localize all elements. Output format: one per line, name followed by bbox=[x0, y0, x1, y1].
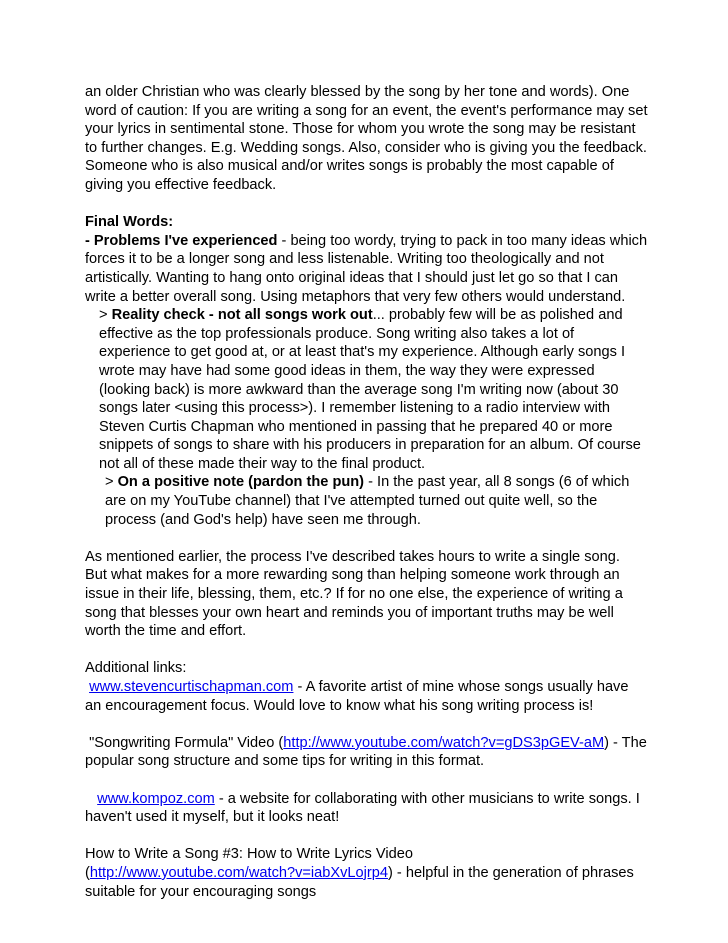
link-stevencurtischapman[interactable]: www.stevencurtischapman.com bbox=[89, 679, 294, 695]
problems-label: - Problems I've experienced bbox=[85, 232, 278, 249]
link-item-lyrics-video bbox=[85, 864, 648, 901]
songwriting-formula-description: ) - The popular song structure and some tips for writing in this format. bbox=[85, 734, 647, 770]
positive-label: On a positive note (pardon the pun) bbox=[117, 474, 365, 491]
positive-text: - In the past year, all 8 songs (6 of which are on my YouTube channel) that I've attempted turned out quite well, so the process (and God's help) have seen me through. bbox=[105, 474, 630, 528]
reality-prefix: > bbox=[99, 307, 112, 324]
spacer bbox=[85, 715, 648, 734]
link-youtube-lyrics-video[interactable]: http://www.youtube.com/watch?v=iabXvLojrp4 bbox=[89, 864, 388, 881]
link-item-chapman bbox=[85, 678, 648, 715]
spacer bbox=[85, 529, 648, 548]
positive-prefix: > bbox=[105, 474, 118, 491]
link-kompoz[interactable]: www.kompoz.com bbox=[97, 790, 215, 807]
link-item-songwriting-formula bbox=[85, 734, 648, 771]
kompoz-description: - a website for collaborating with other musicians to write songs. I haven't used it myself, but it looks neat! bbox=[85, 790, 640, 826]
paragraph-positive-note bbox=[85, 473, 648, 529]
final-words-heading: Final Words: bbox=[85, 214, 174, 231]
paragraph-feedback: an older Christian who was clearly blessed by the song by her tone and words). One word of caution: If you are writing a song for an event, the event's performance may set your lyrics in sentimental stone. Those for whom you wrote the song may be resistant to further changes. E.g. Wedding songs. Also, consider who is giving you the feedback. Someone who is also musical and/or writes songs is probably the most capable of giving you effective feedback. bbox=[85, 84, 648, 193]
lyrics-open-paren: ( bbox=[85, 864, 90, 881]
link-item-kompoz bbox=[85, 790, 648, 827]
link-youtube-songwriting-formula[interactable]: http://www.youtube.com/watch?v=gDS3pGEV-aM bbox=[283, 734, 605, 751]
spacer bbox=[85, 827, 648, 846]
lyrics-video-title: How to Write a Song #3: How to Write Lyrics Video bbox=[85, 846, 413, 863]
problems-text: - being too wordy, trying to pack in too many ideas which forces it to be a longer song and less listenable. Writing too theologically and not artistically. Wanting to hang onto original ideas that I should just let go so that I can write a better overall song. Using metaphors that very few others would understand. bbox=[85, 232, 648, 305]
paragraph-mentioned-2: But what makes for a more rewarding song than helping someone work through an issue in their life, blessing, them, etc.? If for no one else, the experience of writing a song that blesses your own heart and reminds you of important truths may be well worth the time and effort. bbox=[85, 567, 623, 640]
spacer bbox=[85, 771, 648, 790]
reality-text: ... probably few will be as polished and effective as the top professionals produce. Song writing also takes a lot of experience to get good at, or at least that's my experience. Although early songs I wrote may have had some good ideas in them, the way they were expressed (looking back) is more awkward than the average song I'm writing now (about 30 songs later <using this process>). I remember listening to a radio interview with Steven Curtis Chapman who mentioned in passing that he prepared 40 or more snippets of songs to share with his producers in preparation for an album. Of course not all of these made their way to the final product. bbox=[99, 307, 641, 472]
lyrics-video-description: ) - helpful in the generation of phrases suitable for your encouraging songs bbox=[85, 864, 634, 900]
songwriting-formula-title: "Songwriting Formula" Video ( bbox=[89, 734, 284, 751]
paragraph-problems bbox=[85, 232, 648, 306]
paragraph-reality-check bbox=[85, 306, 648, 473]
additional-links-heading: Additional links: bbox=[85, 660, 187, 677]
spacer bbox=[85, 195, 648, 214]
link-chapman-description: - A favorite artist of mine whose songs usually have an encouragement focus. Would love to know what his song writing process is! bbox=[85, 679, 629, 714]
reality-label: Reality check - not all songs work out bbox=[111, 307, 373, 324]
paragraph-mentioned-1: As mentioned earlier, the process I've described takes hours to write a single song. bbox=[85, 548, 620, 565]
spacer bbox=[85, 641, 648, 660]
